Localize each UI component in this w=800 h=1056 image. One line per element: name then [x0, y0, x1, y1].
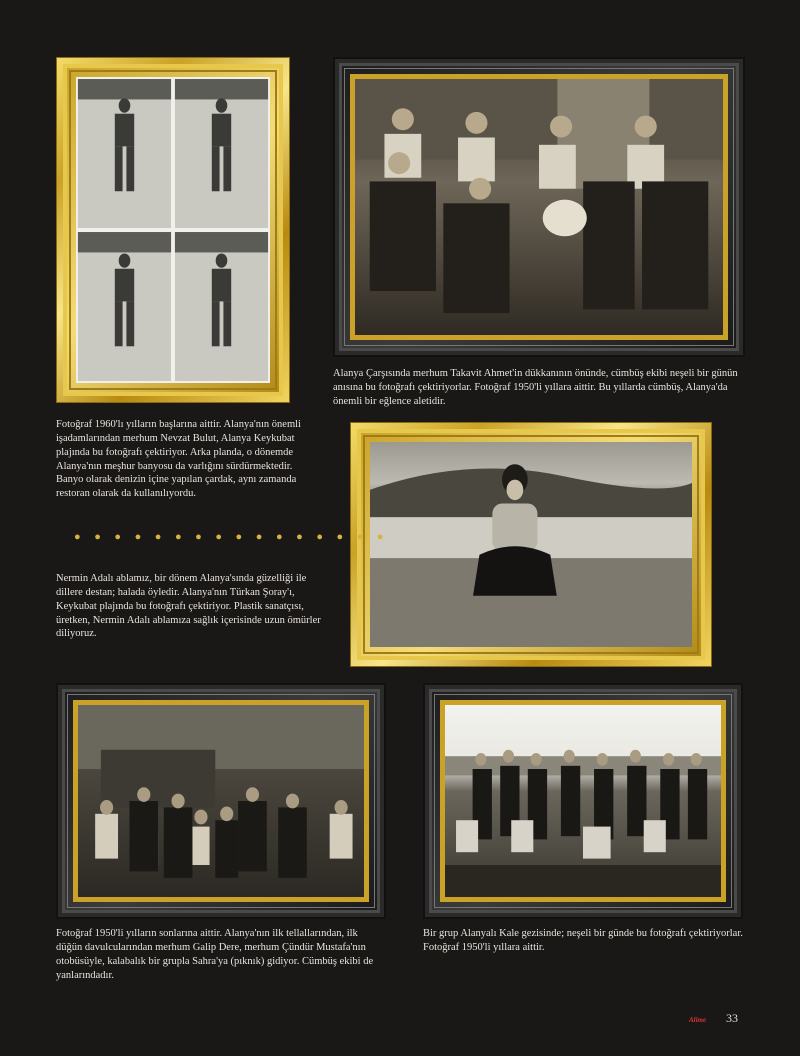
- photo-frame-cumbus-group: [333, 57, 745, 357]
- caption-cumbus-group: Alanya Çarşısında merhum Takavit Ahmet'in dükkanının önünde, cümbüş ekibi neşeli bir günün anısına bu fotoğrafı çektiriyorlar. Fotoğraf 1950'li yıllara aittir. Bu yıllarda cümbüş, Alanya'da önemli bir eğlence aletidir.: [333, 368, 738, 407]
- photo-beach-man-contact-sheet: [76, 77, 270, 383]
- photo-frame-beach-man: [56, 57, 290, 403]
- photo-bus-outing: [78, 705, 364, 897]
- photo-frame-bus-outing: [56, 683, 386, 919]
- caption-bus-outing: Fotoğraf 1950'li yılların sonlarına aittir. Alanya'nın ilk tellallarından, ilk düğün davulcularından merhum Galip Dere, merhum Çündür Mustafa'nın otobüsüyle, kalabalık bir grupla Sahra'ya (pıknık) gidiyor. Cümbüş ekibi de yanlarındadır.: [56, 928, 374, 981]
- photo-nermin-adali: [370, 442, 692, 647]
- caption-kale-trip: Bir grup Alanyalı Kale gezisinde; neşeli bir günde bu fotoğrafı çektiriyorlar. Fotoğraf 1950'li yıllara aittir.: [423, 928, 743, 953]
- page-number: 33: [726, 1011, 738, 1025]
- photo-frame-kale-trip: [423, 683, 743, 919]
- photo-kale-trip: [445, 705, 721, 897]
- photo-cumbus-group: [355, 79, 723, 335]
- logo-text: Alim: [689, 1016, 704, 1025]
- magazine-logo: [689, 1011, 706, 1027]
- decorative-dots: ● ● ● ● ● ● ● ● ● ● ● ● ● ● ● ●: [74, 531, 389, 543]
- logo-small-text: e: [703, 1016, 707, 1025]
- photo-frame-nermin-adali: [350, 422, 712, 667]
- caption-nermin-adali: Nermin Adalı ablamız, bir dönem Alanya'sında güzelliği ile dillere destan; halada öyledir. Alanya'nın Türkan Şoray'ı, Keykubat plajında bu fotoğrafı çektiriyor. Plastik sanatçısı, üretken, Nermin Adalı ablamıza sağlık içerisinde uzun ömürler diliyoruz.: [56, 573, 321, 640]
- caption-beach-man: Fotoğraf 1960'lı yılların başlarına aittir. Alanya'nın önemli işadamlarından merhum Nevzat Bulut, Alanya Keykubat plajında bu fotoğrafı çektiriyor. Arka planda, o dönemde Alanya'nın meşhur banyosu da varlığını sürdürmektedir. Banyo olarak denizin içine yapılan çardak, aynı zamanda restoran olarak da kullanılıyordu.: [56, 419, 301, 500]
